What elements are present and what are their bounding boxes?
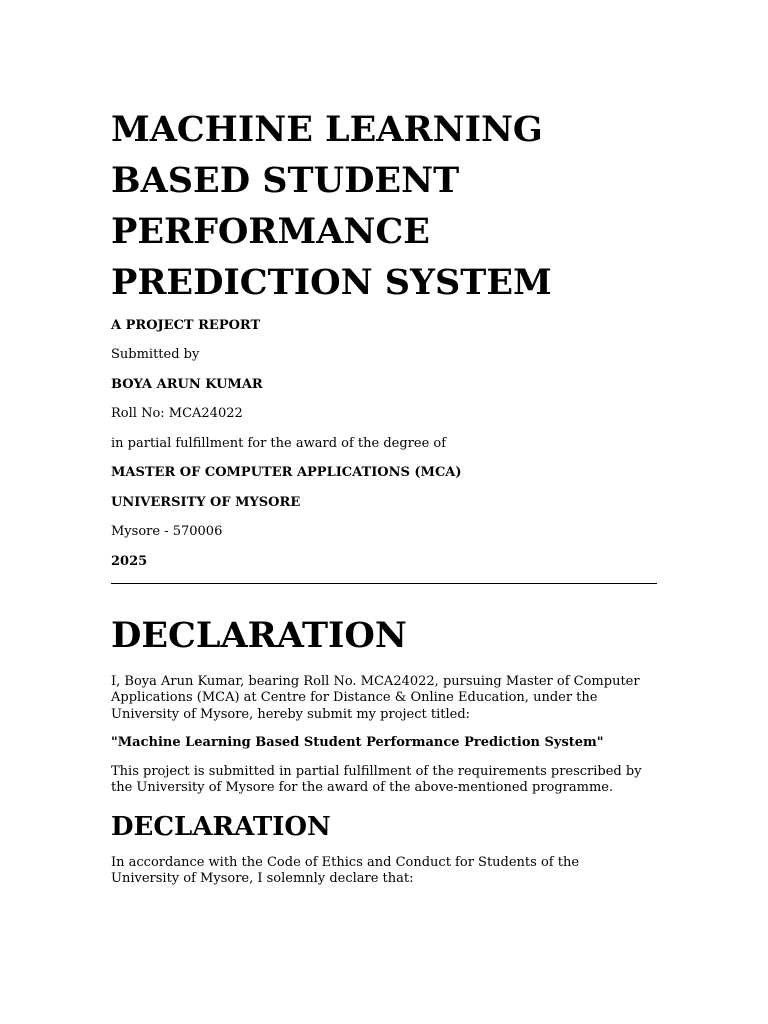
university-name: UNIVERSITY OF MYSORE: [111, 495, 301, 510]
report-type: A PROJECT REPORT: [111, 318, 261, 333]
section-divider: [111, 583, 657, 584]
report-title-line: PREDICTION SYSTEM: [111, 262, 552, 303]
paragraph-line: I, Boya Arun Kumar, bearing Roll No. MCA24022, pursuing Master of Computer: [111, 674, 640, 689]
paragraph-line: Applications (MCA) at Centre for Distance & Online Education, under the: [111, 690, 598, 706]
submitted-by-label: Submitted by: [111, 347, 200, 362]
declaration-intro: [111, 674, 657, 723]
paragraph-line: In accordance with the Code of Ethics and Conduct for Students of the: [111, 855, 580, 870]
declaration-heading: DECLARATION: [111, 615, 407, 656]
project-title-quote: "Machine Learning Based Student Performance Prediction System": [111, 735, 604, 750]
fulfillment-text: in partial fulfillment for the award of the degree of: [111, 436, 447, 451]
report-title-line: MACHINE LEARNING: [111, 109, 543, 150]
author-name: BOYA ARUN KUMAR: [111, 377, 263, 392]
university-location: Mysore - 570006: [111, 524, 223, 539]
submission-statement: [111, 764, 657, 797]
report-title: [111, 104, 657, 308]
report-title-line: BASED STUDENT: [111, 160, 460, 201]
declaration-subheading: DECLARATION: [111, 812, 331, 842]
paragraph-line: University of Mysore, I solemnly declare that:: [111, 871, 414, 887]
paragraph-line: the University of Mysore for the award of the above-mentioned programme.: [111, 780, 614, 796]
paragraph-line: University of Mysore, hereby submit my project titled:: [111, 706, 471, 722]
report-title-line: PERFORMANCE: [111, 211, 430, 252]
report-year: 2025: [111, 554, 148, 569]
paragraph-line: This project is submitted in partial fulfillment of the requirements prescribed by: [111, 764, 642, 779]
roll-number: Roll No: MCA24022: [111, 406, 243, 421]
ethics-statement: [111, 855, 657, 888]
degree-name: MASTER OF COMPUTER APPLICATIONS (MCA): [111, 465, 462, 480]
